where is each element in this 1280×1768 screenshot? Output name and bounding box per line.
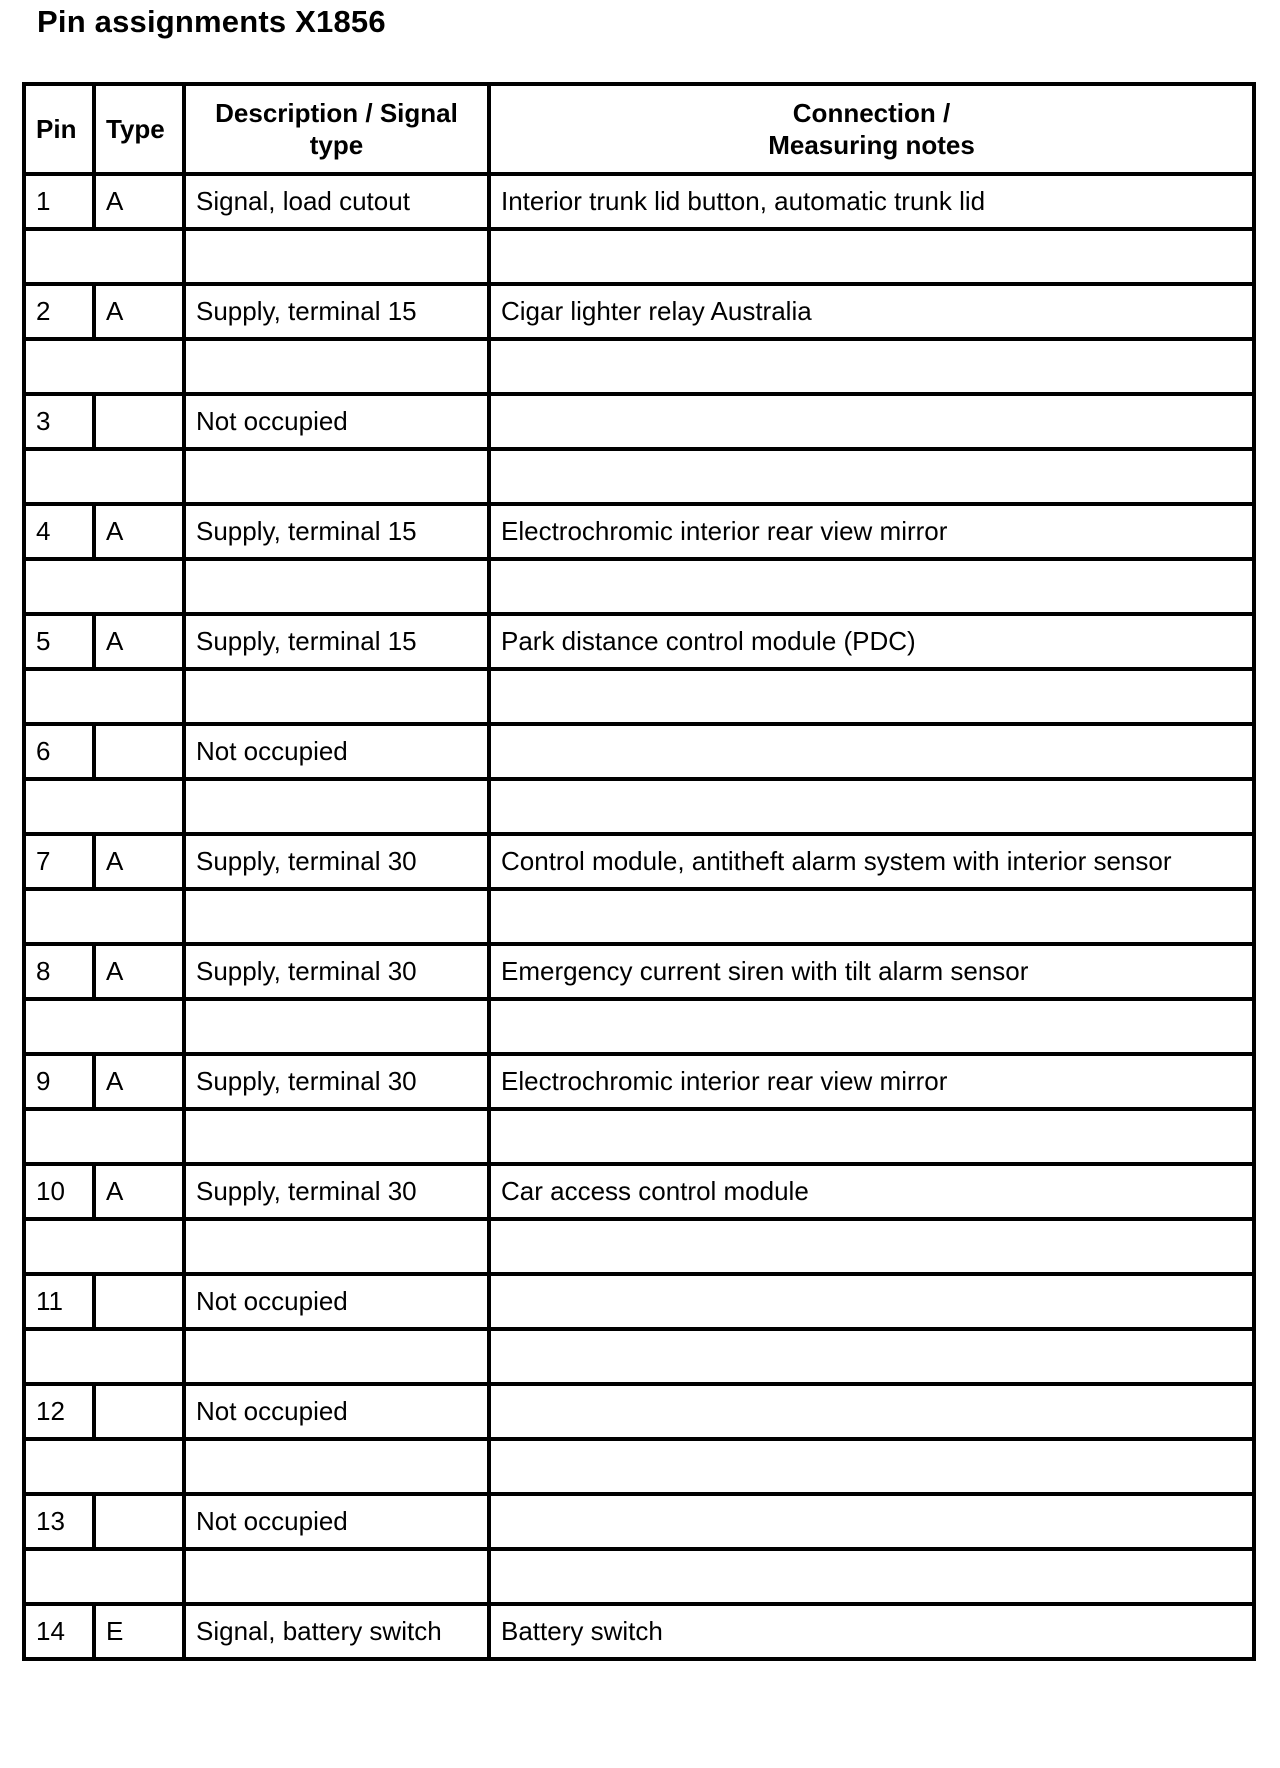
spacer-cell <box>489 1219 1254 1274</box>
cell-type <box>94 1494 184 1549</box>
cell-type <box>94 1274 184 1329</box>
cell-description: Signal, load cutout <box>184 174 489 229</box>
cell-description: Not occupied <box>184 394 489 449</box>
spacer-cell <box>24 1549 184 1604</box>
header-connection <box>489 84 1254 174</box>
cell-description: Supply, terminal 15 <box>184 284 489 339</box>
spacer-row <box>24 339 1254 394</box>
spacer-cell <box>184 1329 489 1384</box>
cell-connection: Electrochromic interior rear view mirror <box>489 504 1254 559</box>
cell-description: Supply, terminal 30 <box>184 834 489 889</box>
cell-pin: 13 <box>24 1494 94 1549</box>
table-row <box>24 284 1254 339</box>
cell-description: Supply, terminal 30 <box>184 1164 489 1219</box>
spacer-cell <box>24 1439 184 1494</box>
table-row <box>24 1604 1254 1659</box>
cell-description: Supply, terminal 30 <box>184 1054 489 1109</box>
cell-type: A <box>94 834 184 889</box>
spacer-cell <box>489 1109 1254 1164</box>
cell-pin: 1 <box>24 174 94 229</box>
cell-connection: Battery switch <box>489 1604 1254 1659</box>
cell-type: A <box>94 504 184 559</box>
spacer-cell <box>489 999 1254 1054</box>
cell-description: Supply, terminal 15 <box>184 504 489 559</box>
spacer-cell <box>24 559 184 614</box>
table-row <box>24 174 1254 229</box>
cell-type: A <box>94 944 184 999</box>
cell-connection: Control module, antitheft alarm system with interior sensor <box>489 834 1254 889</box>
spacer-cell <box>489 1329 1254 1384</box>
table-row <box>24 834 1254 889</box>
cell-type <box>94 394 184 449</box>
spacer-row <box>24 1219 1254 1274</box>
cell-pin: 4 <box>24 504 94 559</box>
cell-description: Not occupied <box>184 724 489 779</box>
cell-connection: Cigar lighter relay Australia <box>489 284 1254 339</box>
cell-connection <box>489 1274 1254 1329</box>
header-connection-line2: Measuring notes <box>768 130 975 160</box>
cell-connection <box>489 394 1254 449</box>
spacer-cell <box>184 1549 489 1604</box>
spacer-cell <box>489 1549 1254 1604</box>
spacer-cell <box>184 1109 489 1164</box>
cell-connection: Car access control module <box>489 1164 1254 1219</box>
spacer-row <box>24 229 1254 284</box>
cell-pin: 14 <box>24 1604 94 1659</box>
table-row <box>24 1054 1254 1109</box>
spacer-cell <box>489 1439 1254 1494</box>
spacer-cell <box>24 229 184 284</box>
cell-type <box>94 1384 184 1439</box>
spacer-cell <box>24 1329 184 1384</box>
spacer-row <box>24 779 1254 834</box>
cell-pin: 2 <box>24 284 94 339</box>
table-row <box>24 394 1254 449</box>
spacer-row <box>24 669 1254 724</box>
cell-pin: 9 <box>24 1054 94 1109</box>
cell-type: A <box>94 614 184 669</box>
cell-connection <box>489 1384 1254 1439</box>
cell-pin: 12 <box>24 1384 94 1439</box>
spacer-cell <box>24 1109 184 1164</box>
spacer-cell <box>24 449 184 504</box>
cell-type: A <box>94 174 184 229</box>
spacer-cell <box>184 669 489 724</box>
spacer-cell <box>489 449 1254 504</box>
cell-pin: 10 <box>24 1164 94 1219</box>
spacer-cell <box>184 449 489 504</box>
spacer-cell <box>184 339 489 394</box>
spacer-cell <box>184 779 489 834</box>
cell-description: Not occupied <box>184 1274 489 1329</box>
header-pin: Pin <box>24 84 94 174</box>
cell-description: Supply, terminal 30 <box>184 944 489 999</box>
cell-pin: 8 <box>24 944 94 999</box>
table-row <box>24 944 1254 999</box>
cell-connection: Electrochromic interior rear view mirror <box>489 1054 1254 1109</box>
cell-pin: 11 <box>24 1274 94 1329</box>
cell-description: Signal, battery switch <box>184 1604 489 1659</box>
spacer-cell <box>24 999 184 1054</box>
cell-pin: 5 <box>24 614 94 669</box>
table-row <box>24 504 1254 559</box>
cell-type: E <box>94 1604 184 1659</box>
cell-description: Supply, terminal 15 <box>184 614 489 669</box>
spacer-cell <box>184 889 489 944</box>
table-row <box>24 1274 1254 1329</box>
spacer-cell <box>24 1219 184 1274</box>
cell-type: A <box>94 1054 184 1109</box>
table-row <box>24 614 1254 669</box>
page-title: Pin assignments X1856 <box>37 4 386 39</box>
header-connection-line1: Connection / <box>792 98 951 128</box>
spacer-row <box>24 1439 1254 1494</box>
spacer-cell <box>184 229 489 284</box>
table-row <box>24 1164 1254 1219</box>
cell-type: A <box>94 1164 184 1219</box>
spacer-cell <box>489 559 1254 614</box>
spacer-row <box>24 1549 1254 1604</box>
spacer-cell <box>489 339 1254 394</box>
cell-connection: Park distance control module (PDC) <box>489 614 1254 669</box>
spacer-row <box>24 1109 1254 1164</box>
spacer-row <box>24 559 1254 614</box>
cell-connection: Interior trunk lid button, automatic trunk lid <box>489 174 1254 229</box>
cell-description: Not occupied <box>184 1384 489 1439</box>
table-row <box>24 1494 1254 1549</box>
cell-connection: Emergency current siren with tilt alarm sensor <box>489 944 1254 999</box>
spacer-cell <box>489 669 1254 724</box>
spacer-cell <box>184 999 489 1054</box>
spacer-cell <box>489 229 1254 284</box>
cell-pin: 6 <box>24 724 94 779</box>
cell-connection <box>489 724 1254 779</box>
table-row <box>24 1384 1254 1439</box>
spacer-row <box>24 449 1254 504</box>
spacer-cell <box>489 779 1254 834</box>
spacer-cell <box>24 339 184 394</box>
spacer-cell <box>184 559 489 614</box>
header-type: Type <box>94 84 184 174</box>
cell-pin: 7 <box>24 834 94 889</box>
spacer-cell <box>24 669 184 724</box>
cell-pin: 3 <box>24 394 94 449</box>
cell-connection <box>489 1494 1254 1549</box>
header-description: Description / Signal type <box>184 84 489 174</box>
table-header-row <box>24 84 1254 174</box>
spacer-cell <box>184 1219 489 1274</box>
pin-assignment-table <box>22 82 1256 1661</box>
spacer-row <box>24 889 1254 944</box>
spacer-row <box>24 999 1254 1054</box>
spacer-cell <box>24 779 184 834</box>
spacer-row <box>24 1329 1254 1384</box>
cell-type <box>94 724 184 779</box>
spacer-cell <box>184 1439 489 1494</box>
cell-type: A <box>94 284 184 339</box>
spacer-cell <box>24 889 184 944</box>
table-body <box>24 174 1254 1659</box>
spacer-cell <box>489 889 1254 944</box>
cell-description: Not occupied <box>184 1494 489 1549</box>
table-row <box>24 724 1254 779</box>
